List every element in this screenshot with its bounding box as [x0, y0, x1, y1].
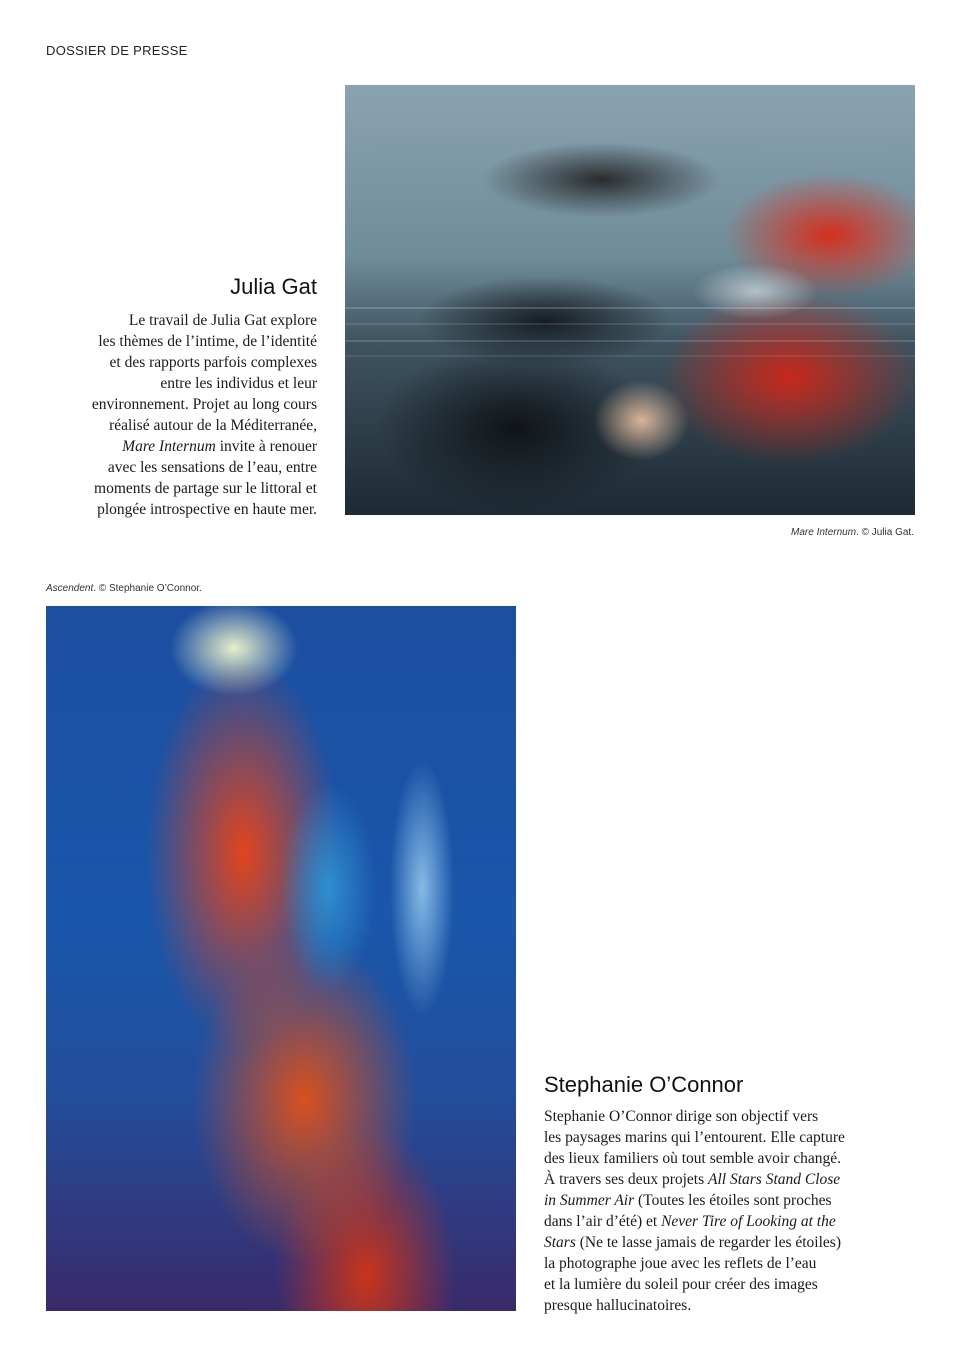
caption-title: Ascendent [46, 583, 94, 594]
artist-name-julia-gat: Julia Gat [230, 274, 317, 299]
artist-bio-julia-gat [17, 310, 317, 520]
document-header: DOSSIER DE PRESSE [46, 43, 188, 58]
text-line [544, 1190, 914, 1211]
italic-title: in Summer Air [544, 1192, 635, 1209]
caption-credit: . © Julia Gat. [856, 527, 914, 538]
text-fragment: À travers ses deux projets [544, 1171, 708, 1188]
caption-title: Mare Internum [791, 527, 857, 538]
text-line: avec les sensations de l’eau, entre [107, 459, 317, 476]
text-line: des lieux familiers où tout semble avoir changé. [544, 1150, 841, 1167]
text-line: environnement. Projet au long cours [91, 396, 317, 413]
text-line [544, 1211, 914, 1232]
text-line [544, 1169, 914, 1190]
caption-credit: . © Stephanie O’Connor. [93, 583, 202, 594]
text-fragment: (Toutes les étoiles sont proches [634, 1192, 832, 1209]
text-line: et la lumière du soleil pour créer des images [544, 1276, 818, 1293]
text-line: Stephanie O’Connor dirige son objectif vers [544, 1108, 819, 1125]
italic-title: Mare Internum [122, 438, 216, 455]
text-line: la photographe joue avec les reflets de l’eau [544, 1255, 817, 1272]
text-fragment: invite à renouer [215, 438, 317, 455]
text-fragment: dans l’air d’été) et [544, 1213, 662, 1230]
italic-title: All Stars Stand Close [708, 1171, 841, 1188]
text-line: et des rapports parfois complexes [109, 354, 317, 371]
text-line [544, 1232, 914, 1253]
text-line: réalisé autour de la Méditerranée, [109, 417, 317, 434]
italic-title: Stars [544, 1234, 576, 1251]
text-line: les paysages marins qui l’entourent. Elle capture [544, 1129, 845, 1146]
caption-ascendent [46, 583, 202, 594]
photo-mare-internum [345, 85, 915, 515]
artist-bio-stephanie-oconnor [544, 1106, 914, 1316]
text-line [17, 436, 317, 457]
text-line: moments de partage sur le littoral et [94, 480, 317, 497]
italic-title: Never Tire of Looking at the [661, 1213, 836, 1230]
artist-name-stephanie-oconnor: Stephanie O’Connor [544, 1072, 744, 1097]
text-line: les thèmes de l’intime, de l’identité [98, 333, 317, 350]
caption-mare-internum [791, 527, 914, 538]
text-line: Le travail de Julia Gat explore [128, 312, 317, 329]
photo-ascendent [46, 606, 516, 1311]
text-line: plongée introspective en haute mer. [97, 501, 317, 518]
text-fragment: (Ne te lasse jamais de regarder les étoiles) [575, 1234, 841, 1251]
text-line: entre les individus et leur [160, 375, 317, 392]
text-line: presque hallucinatoires. [544, 1297, 692, 1314]
